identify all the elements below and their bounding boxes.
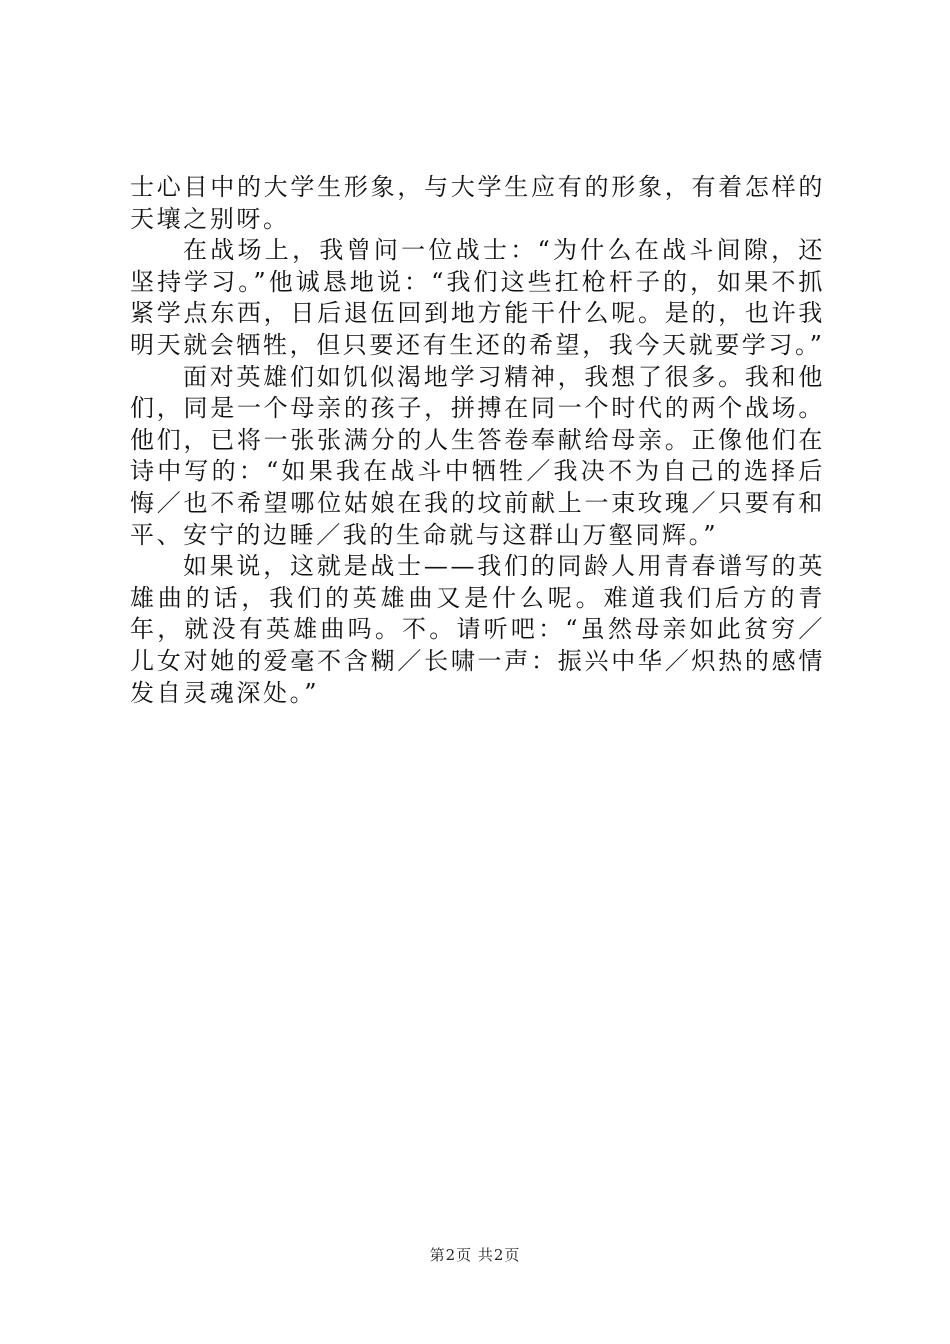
body-text	[130, 172, 825, 709]
paragraph-heroes-poem: 面对英雄们如饥似渴地学习精神，我想了很多。我和他们，同是一个母亲的孩子，拼搏在同一个时代的两个战场。他们，已将一张张满分的人生答卷奉献给母亲。正像他们在诗中写的：“如果我在战斗中牺牲／我决不为自己的选择后悔／也不希望哪位姑娘在我的坟前献上一束玫瑰／只要有和平、安宁的边睡／我的生命就与这群山万壑同辉。”	[130, 362, 825, 549]
page-footer: 第2页 共2页	[429, 1246, 521, 1264]
paragraph-hero-song: 如果说，这就是战士——我们的同龄人用青春谱写的英雄曲的话，我们的英雄曲又是什么呢。难道我们后方的青年，就没有英雄曲吗。不。请听吧：“虽然母亲如此贫穷／儿女对她的爱毫不含糊／长啸一声：振兴中华／炽热的感情发自灵魂深处。”	[130, 552, 825, 707]
paragraph-continuation: 士心目中的大学生形象，与大学生应有的形象，有着怎样的天壤之别呀。	[130, 173, 825, 233]
paragraph-battlefield-question: 在战场上，我曾问一位战士：“为什么在战斗间隙，还坚持学习。”他诚恳地说：“我们这些扛枪杆子的，如果不抓紧学点东西，日后退伍回到地方能干什么呢。是的，也许我明天就会牺牲，但只要还有生还的希望，我今天就要学习。”	[130, 236, 825, 359]
